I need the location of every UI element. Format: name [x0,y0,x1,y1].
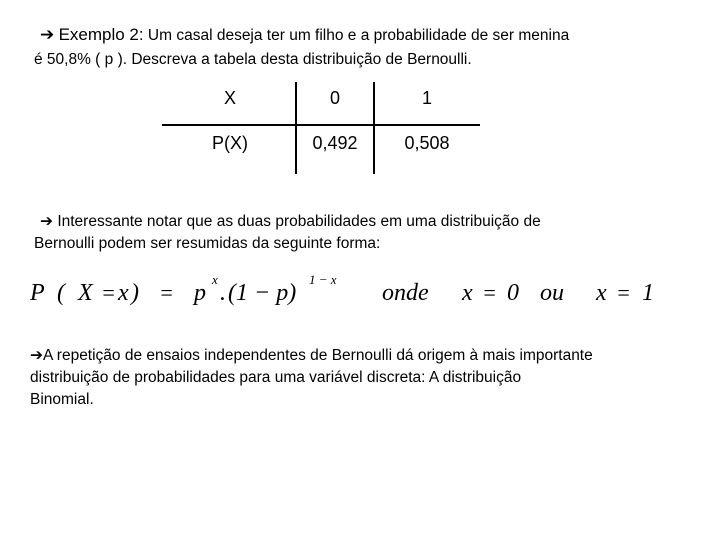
note-line-1 [40,212,541,231]
table-header-1: 1 [421,88,432,108]
note-text-1: Interessante notar que as duas probabilidades em uma distribuição de [57,213,541,230]
table-cell-p0: 0,492 [312,133,358,153]
formula-p: P [30,280,45,306]
table-cell-p1: 0,508 [404,133,450,153]
formula-eq-2: = [159,280,174,305]
conclusion-paragraph [30,344,593,411]
formula-x-1: x [118,280,129,306]
formula-one-minus-p: (1 − p) [228,280,297,306]
table-vertical-rule-2 [373,82,375,174]
arrow-right-icon: ➔ [40,212,53,230]
formula-onde: onde [382,280,429,306]
formula-one: 1 [642,280,654,306]
conclusion-line-2: distribuição de probabilidades para uma variável discreta: A distribuição [30,369,522,386]
formula-zero: 0 [507,280,519,306]
formula-exp-x: x [212,272,218,287]
table-header-0: 0 [329,88,340,108]
example-text-1: Um casal deseja ter um filho e a probabilidade de ser menina [147,27,570,44]
bernoulli-formula [30,268,700,313]
formula-dot: . [220,280,226,306]
formula-p-base: p [194,280,206,306]
formula-x-2: x [462,280,473,306]
arrow-right-icon: ➔ [30,346,43,364]
table-header-x: X [223,88,236,108]
formula-ou: ou [540,280,564,306]
formula-exp-1-minus-x: 1 − x [309,272,337,287]
formula-eq-1: = [101,280,116,305]
table-cell-px: P(X) [212,133,248,153]
table-vertical-rule-1 [295,82,297,174]
table-horizontal-rule [162,124,480,126]
example-line-1 [40,25,569,45]
formula-close-paren: ) [131,280,139,306]
conclusion-text-1: A repetição de ensaios independentes de Bernoulli dá origem à mais importante [43,347,593,364]
conclusion-line-1 [30,344,593,367]
conclusion-line-3: Binomial. [30,391,94,408]
formula-open-paren: ( [57,280,65,306]
arrow-right-icon: ➔ [40,25,55,45]
formula-eq-3: = [482,280,497,305]
formula-x-3: x [596,280,607,306]
example-line-2: é 50,8% ( p ). Descreva a tabela desta distribuição de Bernoulli. [34,51,472,68]
note-line-2: Bernoulli podem ser resumidas da seguinte forma: [34,235,381,252]
example-title: Exemplo 2: [58,25,144,44]
formula-x-var: X [78,280,93,306]
formula-eq-4: = [616,280,631,305]
